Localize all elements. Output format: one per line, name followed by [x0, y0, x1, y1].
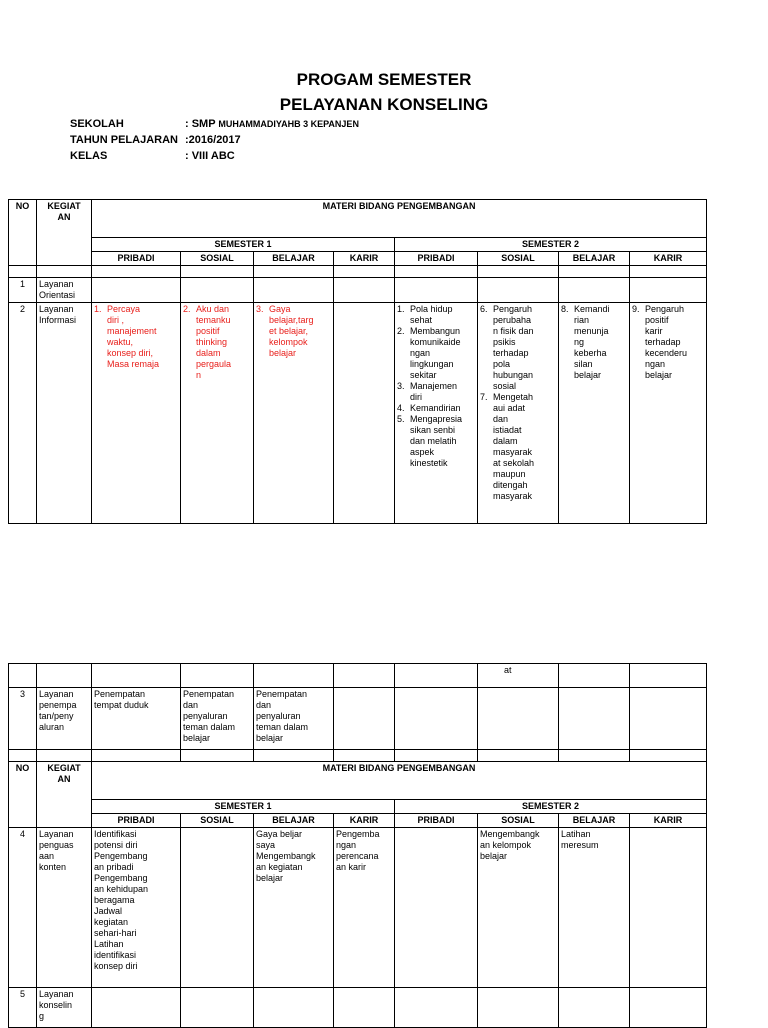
row-number: 3 [9, 688, 37, 750]
materi-s2-sosial: Mengembangk an kelompok belajar [478, 828, 559, 988]
table-row [9, 303, 707, 524]
table-row [9, 828, 707, 988]
materi-s2-belajar: Latihan meresum [559, 828, 630, 988]
col-sosial-s1: SOSIAL [181, 252, 254, 266]
materi-s1-pribadi: Penempatan tempat duduk [92, 688, 181, 750]
kelas-value: : VIII ABC [185, 150, 235, 162]
col-belajar-s1: BELAJAR [254, 814, 334, 828]
col-belajar-s2: BELAJAR [559, 814, 630, 828]
materi-s1-pribadi: Identifikasi potensi diri Pengembang an pribadi Pengembang an kehidupan beragama Jadwal kegiatan sehari-hari Latihan identifikasi konsep diri [92, 828, 181, 988]
table-row [9, 988, 707, 1028]
tahun-label: TAHUN PELAJARAN [70, 134, 178, 146]
header-kegiatan: KEGIAT AN [37, 200, 92, 266]
col-pribadi-s1: PRIBADI [92, 252, 181, 266]
materi-s2-karir: 9. Pengaruh positif karir terhadap kecenderu ngan belajar [630, 303, 707, 524]
continuation-s2-sosial: at [478, 664, 559, 688]
materi-s1-belajar: Penempatan dan penyaluran teman dalam belajar [254, 688, 334, 750]
header-semester-1: SEMESTER 1 [92, 800, 395, 814]
kegiatan-cell: Layanan penempa tan/peny aluran [37, 688, 92, 750]
header-materi: MATERI BIDANG PENGEMBANGAN [92, 200, 707, 238]
header-no: NO [9, 762, 37, 828]
row-number: 4 [9, 828, 37, 988]
row-number: 2 [9, 303, 37, 524]
header-no: NO [9, 200, 37, 266]
spacer-row [9, 750, 707, 762]
col-pribadi-s1: PRIBADI [92, 814, 181, 828]
spacer-row [9, 266, 707, 278]
col-karir-s1: KARIR [334, 814, 395, 828]
materi-s2-belajar: 8. Kemandi rian menunja ng keberha silan belajar [559, 303, 630, 524]
col-pribadi-s2: PRIBADI [395, 814, 478, 828]
kegiatan-cell: Layanan penguas aan konten [37, 828, 92, 988]
col-belajar-s2: BELAJAR [559, 252, 630, 266]
col-sosial-s2: SOSIAL [478, 252, 559, 266]
program-table-page1 [8, 199, 707, 524]
header-kegiatan: KEGIAT AN [37, 762, 92, 828]
materi-s1-sosial: 2. Aku dan temanku positif thinking dalam pergaula n [181, 303, 254, 524]
document-subtitle: PELAYANAN KONSELING [279, 95, 489, 114]
continuation-row [9, 664, 707, 688]
col-sosial-s1: SOSIAL [181, 814, 254, 828]
kegiatan-cell: Layanan Informasi [37, 303, 92, 524]
header-semester-1: SEMESTER 1 [92, 238, 395, 252]
header-materi: MATERI BIDANG PENGEMBANGAN [92, 762, 707, 800]
materi-s1-karir: Pengemba ngan perencana an karir [334, 828, 395, 988]
col-karir-s2: KARIR [630, 252, 707, 266]
document-title: PROGAM SEMESTER [296, 70, 472, 89]
program-table-page2 [8, 663, 707, 1028]
materi-s2-sosial: 6. Pengaruh perubaha n fisik dan psikis terhadap pola hubungan sosial 7. Mengetah aui adat dan istiadat dalam masyarak at sekolah maupun ditengah masyarak [478, 303, 559, 524]
sekolah-value: : SMP MUHAMMADIYAHB 3 KEPANJEN [185, 118, 359, 130]
table-row [9, 688, 707, 750]
col-pribadi-s2: PRIBADI [395, 252, 478, 266]
materi-s1-karir [334, 303, 395, 524]
kegiatan-cell: Layanan konselin g [37, 988, 92, 1028]
col-belajar-s1: BELAJAR [254, 252, 334, 266]
tahun-value: :2016/2017 [185, 134, 241, 146]
materi-s1-sosial: Penempatan dan penyaluran teman dalam belajar [181, 688, 254, 750]
col-karir-s1: KARIR [334, 252, 395, 266]
materi-s1-belajar: Gaya beljar saya Mengembangk an kegiatan belajar [254, 828, 334, 988]
header-semester-2: SEMESTER 2 [395, 800, 707, 814]
materi-s1-belajar: 3. Gaya belajar,targ et belajar, kelompok belajar [254, 303, 334, 524]
col-karir-s2: KARIR [630, 814, 707, 828]
materi-s2-pribadi: 1. Pola hidup sehat 2. Membangun komunikaide ngan lingkungan sekitar 3. Manajemen diri 4. Kemandirian 5. Mengapresia sikan senbi dan melatih aspek kinestetik [395, 303, 478, 524]
materi-s1-pribadi: 1. Percaya diri , manajement waktu, konsep diri, Masa remaja [92, 303, 181, 524]
kelas-label: KELAS [70, 150, 108, 162]
kegiatan-cell: Layanan Orientasi [37, 278, 92, 303]
sekolah-label: SEKOLAH [70, 118, 124, 130]
row-number: 1 [9, 278, 37, 303]
row-number: 5 [9, 988, 37, 1028]
col-sosial-s2: SOSIAL [478, 814, 559, 828]
table-row [9, 278, 707, 303]
header-semester-2: SEMESTER 2 [395, 238, 707, 252]
